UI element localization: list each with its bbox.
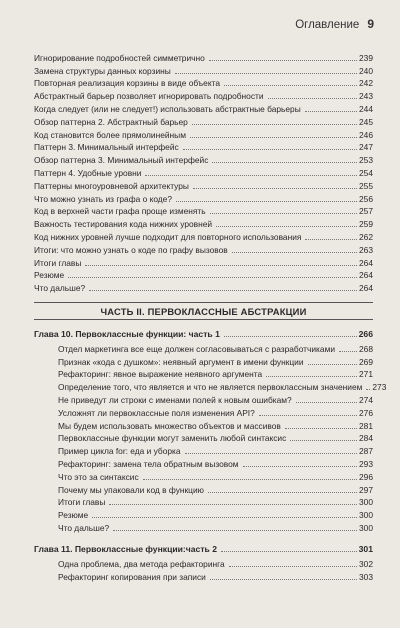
chapter-page: 266 — [358, 328, 373, 339]
toc-entry-page: 255 — [359, 180, 373, 191]
leader-dots — [224, 336, 357, 337]
toc-entry-page: 297 — [359, 484, 373, 495]
toc-entry[interactable] — [34, 569, 373, 582]
toc-entry-page: 271 — [359, 369, 373, 380]
toc-entry[interactable] — [34, 88, 373, 101]
toc-entry-page: 293 — [359, 458, 373, 469]
leader-dots — [185, 453, 357, 454]
header-page-number: 9 — [367, 17, 374, 31]
leader-dots — [92, 517, 357, 518]
toc-entry-title: Резюме — [34, 270, 65, 281]
toc-entry[interactable] — [34, 418, 373, 431]
toc-entry-title: Абстрактный барьер позволяет игнорировать подробности — [34, 91, 264, 102]
toc-entry-page: 259 — [359, 219, 373, 230]
leader-dots — [305, 111, 357, 112]
header-title: Оглавление — [295, 19, 360, 31]
leader-dots — [210, 213, 357, 214]
toc-entry-title: Признак «кода с душком»: неявный аргумент в имени функции — [58, 356, 304, 367]
toc-entry-title: Повторная реализация корзины в виде объекта — [34, 78, 220, 89]
toc-entry[interactable] — [34, 268, 373, 281]
leader-dots — [183, 149, 357, 150]
toc-entry-title: Обзор паттерна 3. Минимальный интерфейс — [34, 155, 209, 166]
toc-entry-title: Резюме — [58, 510, 89, 521]
toc-entry[interactable] — [34, 140, 373, 153]
toc-entry-title: Почему мы упаковали код в функцию — [58, 484, 204, 495]
toc-entry[interactable] — [34, 216, 373, 229]
toc-entry-page: 300 — [359, 510, 373, 521]
toc-entry-page: 247 — [359, 142, 373, 153]
toc-entry[interactable] — [34, 204, 373, 217]
leader-dots — [145, 175, 357, 176]
leader-dots — [143, 479, 357, 480]
toc-chapter-row[interactable] — [34, 541, 373, 554]
toc-entry[interactable] — [34, 469, 373, 482]
toc-entry-title: Итоги: что можно узнать о коде по графу вызовов — [34, 244, 228, 255]
leader-dots — [175, 73, 357, 74]
leader-dots — [296, 402, 357, 403]
leader-dots — [209, 60, 357, 61]
toc-entry-page: 242 — [359, 78, 373, 89]
toc-entry[interactable] — [34, 556, 373, 569]
toc-entry-page: 264 — [359, 257, 373, 268]
toc-entry-page: 281 — [359, 420, 373, 431]
toc-entry-title: Отдел маркетинга все еще должен согласовываться с разработчиками — [58, 343, 336, 354]
leader-dots — [232, 252, 357, 253]
leader-dots — [308, 364, 357, 365]
leader-dots — [89, 290, 357, 291]
leader-dots — [243, 466, 357, 467]
leader-dots — [68, 277, 357, 278]
leader-dots — [224, 85, 357, 86]
leader-dots — [290, 440, 357, 441]
toc-entry-page: 302 — [359, 558, 373, 569]
toc-entry-page: 264 — [359, 283, 373, 294]
toc-entry-page: 239 — [359, 52, 373, 63]
leader-dots — [210, 579, 357, 580]
part-rule-bottom — [34, 319, 373, 320]
toc-entry-title: Рефакторинг копирования при записи — [58, 571, 206, 582]
toc-entry[interactable] — [34, 392, 373, 405]
toc-entry[interactable] — [34, 127, 373, 140]
toc-entry-title: Итоги главы — [34, 257, 82, 268]
toc-entry-title: Определение того, что является и что не является первоклассным значением — [58, 382, 363, 393]
toc-entry-title: Усложнят ли первоклассные поля изменения API? — [58, 407, 255, 418]
toc-entry-page: 245 — [359, 116, 373, 127]
leader-dots — [85, 265, 357, 266]
toc-entry[interactable] — [34, 152, 373, 165]
toc-entry[interactable] — [34, 431, 373, 444]
leader-dots — [268, 98, 357, 99]
toc-entry-page: 244 — [359, 103, 373, 114]
toc-entry[interactable] — [34, 443, 373, 456]
leader-dots — [366, 389, 370, 390]
toc-entry[interactable] — [34, 229, 373, 242]
toc-entry[interactable] — [34, 482, 373, 495]
toc-entry[interactable] — [34, 379, 387, 393]
toc-list-chapter-10 — [34, 341, 387, 533]
toc-entry-title: Что дальше? — [34, 283, 86, 294]
toc-entry-title: Что можно узнать из графа о коде? — [34, 193, 173, 204]
toc-entry[interactable] — [34, 280, 373, 293]
toc-entry[interactable] — [34, 495, 373, 508]
leader-dots — [212, 162, 357, 163]
toc-entry-title: Игнорирование подробностей симметрично — [34, 52, 205, 63]
leader-dots — [305, 239, 357, 240]
toc-entry[interactable] — [34, 114, 373, 127]
toc-entry[interactable] — [34, 341, 373, 354]
leader-dots — [339, 351, 357, 352]
toc-entry-page: 303 — [359, 571, 373, 582]
toc-entry[interactable] — [34, 63, 373, 76]
toc-entry-page: 243 — [359, 91, 373, 102]
toc-entry[interactable] — [34, 354, 373, 367]
toc-entry-page: 246 — [359, 129, 373, 140]
toc-entry[interactable] — [34, 76, 373, 89]
leader-dots — [216, 226, 357, 227]
toc-entry-page: 284 — [359, 433, 373, 444]
toc-list-top — [34, 50, 373, 293]
toc-entry-title: Итоги главы — [58, 497, 106, 508]
leader-dots — [109, 504, 357, 505]
toc-entry-page: 264 — [359, 270, 373, 281]
toc-entry-title: Замена структуры данных корзины — [34, 65, 171, 76]
toc-entry-title: Первоклассные функции могут заменить любой синтаксис — [58, 433, 287, 444]
toc-entry-page: 263 — [359, 244, 373, 255]
toc-chapter-row[interactable] — [34, 326, 373, 339]
chapter-title: Глава 11. Первоклассные функции:часть 2 — [34, 543, 217, 554]
leader-dots — [266, 376, 357, 377]
toc-entry-page: 300 — [359, 522, 373, 533]
leader-dots — [176, 201, 357, 202]
toc-entry-page: 296 — [359, 471, 373, 482]
leader-dots — [285, 428, 357, 429]
toc-entry-page: 268 — [359, 343, 373, 354]
toc-entry-page: 300 — [359, 497, 373, 508]
toc-entry-page: 240 — [359, 65, 373, 76]
toc-entry[interactable] — [34, 242, 373, 255]
toc-entry-title: Код становится более прямолинейным — [34, 129, 186, 140]
chapter-title: Глава 10. Первоклассные функции: часть 1 — [34, 328, 220, 339]
toc-entry-title: Код нижних уровней лучше подходит для повторного использования — [34, 231, 302, 242]
toc-entry-title: Что дальше? — [58, 522, 110, 533]
toc-entry-title: Что это за синтаксис — [58, 471, 139, 482]
chapter-11-heading — [34, 541, 373, 554]
part-title: ЧАСТЬ II. ПЕРВОКЛАССНЫЕ АБСТРАКЦИИ — [100, 306, 307, 317]
toc-entry-page: 262 — [359, 231, 373, 242]
leader-dots — [221, 551, 357, 552]
toc-entry-page: 273 — [372, 382, 387, 393]
toc-entry-title: Рефакторинг: явное выражение неявного аргумента — [58, 369, 263, 380]
toc-entry-page: 257 — [359, 206, 373, 217]
toc-entry[interactable] — [34, 191, 373, 204]
toc-entry-title: Важность тестирования кода нижних уровней — [34, 219, 213, 230]
toc-entry[interactable] — [34, 405, 373, 418]
toc-entry[interactable] — [34, 255, 373, 268]
leader-dots — [193, 188, 357, 189]
toc-entry[interactable] — [34, 456, 373, 469]
toc-entry-title: Не приведут ли строки с именами полей к новым ошибкам? — [58, 394, 292, 405]
toc-entry-title: Код в верхней части графа проще изменять — [34, 206, 206, 217]
toc-entry[interactable] — [34, 507, 373, 520]
toc-entry-page: 254 — [359, 167, 373, 178]
chapter-page: 301 — [358, 543, 373, 554]
toc-entry-page: 287 — [359, 446, 373, 457]
toc-entry[interactable] — [34, 101, 373, 114]
toc-entry[interactable] — [34, 50, 373, 63]
toc-entry-title: Паттерн 4. Удобные уровни — [34, 167, 142, 178]
leader-dots — [192, 124, 357, 125]
toc-entry-title: Когда следует (или не следует!) использовать абстрактные барьеры — [34, 103, 301, 114]
toc-entry[interactable] — [34, 520, 373, 533]
leader-dots — [208, 492, 357, 493]
toc-entry-title: Обзор паттерна 2. Абстрактный барьер — [34, 116, 188, 127]
toc-entry-page: 276 — [359, 407, 373, 418]
toc-entry-title: Мы будем использовать множество объектов и массивов — [58, 420, 281, 431]
part-rule-top — [34, 302, 373, 303]
leader-dots — [190, 137, 357, 138]
toc-entry[interactable] — [34, 178, 373, 191]
toc-entry-title: Паттерны многоуровневой архитектуры — [34, 180, 189, 191]
toc-entry-page: 253 — [359, 155, 373, 166]
toc-entry-page: 274 — [359, 394, 373, 405]
toc-entry-title: Одна проблема, два метода рефакторинга — [58, 558, 225, 569]
toc-entry-page: 256 — [359, 193, 373, 204]
leader-dots — [259, 415, 357, 416]
toc-list-chapter-11 — [34, 556, 373, 582]
toc-entry-title: Паттерн 3. Минимальный интерфейс — [34, 142, 179, 153]
toc-entry-title: Пример цикла for: еда и уборка — [58, 446, 181, 457]
chapter-10-heading — [34, 326, 373, 339]
toc-entry-page: 269 — [359, 356, 373, 367]
toc-entry-title: Рефакторинг: замена тела обратным вызовом — [58, 458, 239, 469]
leader-dots — [113, 530, 357, 531]
leader-dots — [229, 566, 357, 567]
toc-entry[interactable] — [34, 367, 373, 380]
running-header — [295, 17, 374, 31]
toc-entry[interactable] — [34, 165, 373, 178]
